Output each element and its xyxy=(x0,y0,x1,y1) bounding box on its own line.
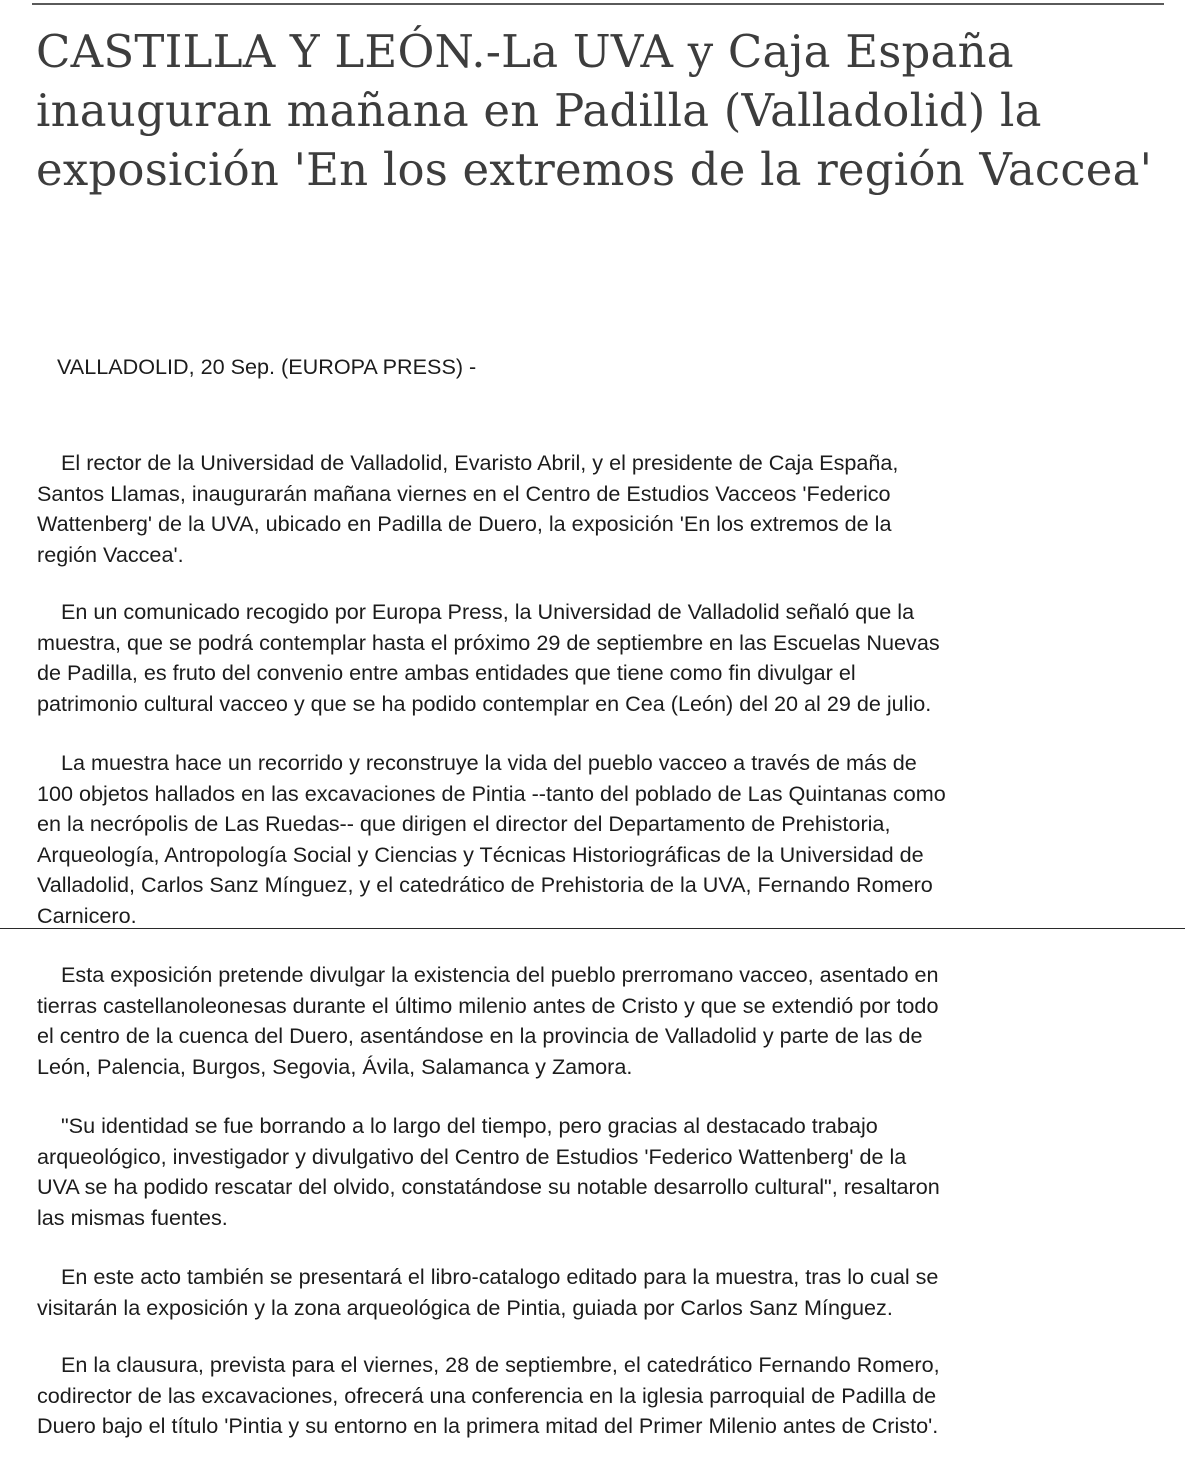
paragraph-3: La muestra hace un recorrido y reconstruye la vida del pueblo vacceo a través de más de 100 objetos hallados en las excavaciones de Pintia --tanto del poblado de Las Quintanas como en la necrópolis de Las Ruedas-- que dirigen el director del Departamento de Prehistoria, Arqueología, Antropología Social y Ciencias y Técnicas Historiográficas de la Universidad de Valladolid, Carlos Sanz Mínguez, y el catedrático de Prehistoria de la UVA, Fernando Romero Carnicero. xyxy=(37,750,946,928)
headline: CASTILLA Y LEÓN.-La UVA y Caja España inauguran mañana en Padilla (Valladolid) la exposición 'En los extremos de la región Vaccea' xyxy=(36,25,1153,196)
paragraph-6: En este acto también se presentará el libro-catalogo editado para la muestra, tras lo cual se visitarán la exposición y la zona arqueológica de Pintia, guiada por Carlos Sanz Mínguez. xyxy=(37,1264,939,1320)
top-rule xyxy=(32,3,1164,5)
paragraph-7: En la clausura, prevista para el viernes, 28 de septiembre, el catedrático Fernando Romero, codirector de las excavaciones, ofrecerá una conferencia en la iglesia parroquial de Padilla de Duero bajo el título 'Pintia y su entorno en la primera mitad del Primer Milenio antes de Cristo'. xyxy=(37,1352,940,1438)
paragraph-5: "Su identidad se fue borrando a lo largo del tiempo, pero gracias al destacado trabajo arqueológico, investigador y divulgativo del Centro de Estudios 'Federico Wattenberg' de la UVA se ha podido rescatar del olvido, constatándose su notable desarrollo cultural", resaltaron las mismas fuentes. xyxy=(37,1113,940,1230)
paragraph-4: Esta exposición pretende divulgar la existencia del pueblo prerromano vacceo, asentado en tierras castellanoleonesas durante el último milenio antes de Cristo y que se extendió por todo el centro de la cuenca del Duero, asentándose en la provincia de Valladolid y parte de las de León, Palencia, Burgos, Segovia, Ávila, Salamanca y Zamora. xyxy=(37,962,939,1079)
page-cut-line xyxy=(0,928,1185,929)
paragraph-1: El rector de la Universidad de Valladolid, Evaristo Abril, y el presidente de Caja España, Santos Llamas, inaugurarán mañana viernes en el Centro de Estudios Vacceos 'Federico Wattenberg' de la UVA, ubicado en Padilla de Duero, la exposición 'En los extremos de la región Vaccea'. xyxy=(37,450,899,567)
dateline: VALLADOLID, 20 Sep. (EUROPA PRESS) - xyxy=(57,354,477,379)
paragraph-2: En un comunicado recogido por Europa Press, la Universidad de Valladolid señaló que la muestra, que se podrá contemplar hasta el próximo 29 de septiembre en las Escuelas Nuevas de Padilla, es fruto del convenio entre ambas entidades que tiene como fin divulgar el patrimonio cultural vacceo y que se ha podido contemplar en Cea (León) del 20 al 29 de julio. xyxy=(37,599,940,716)
